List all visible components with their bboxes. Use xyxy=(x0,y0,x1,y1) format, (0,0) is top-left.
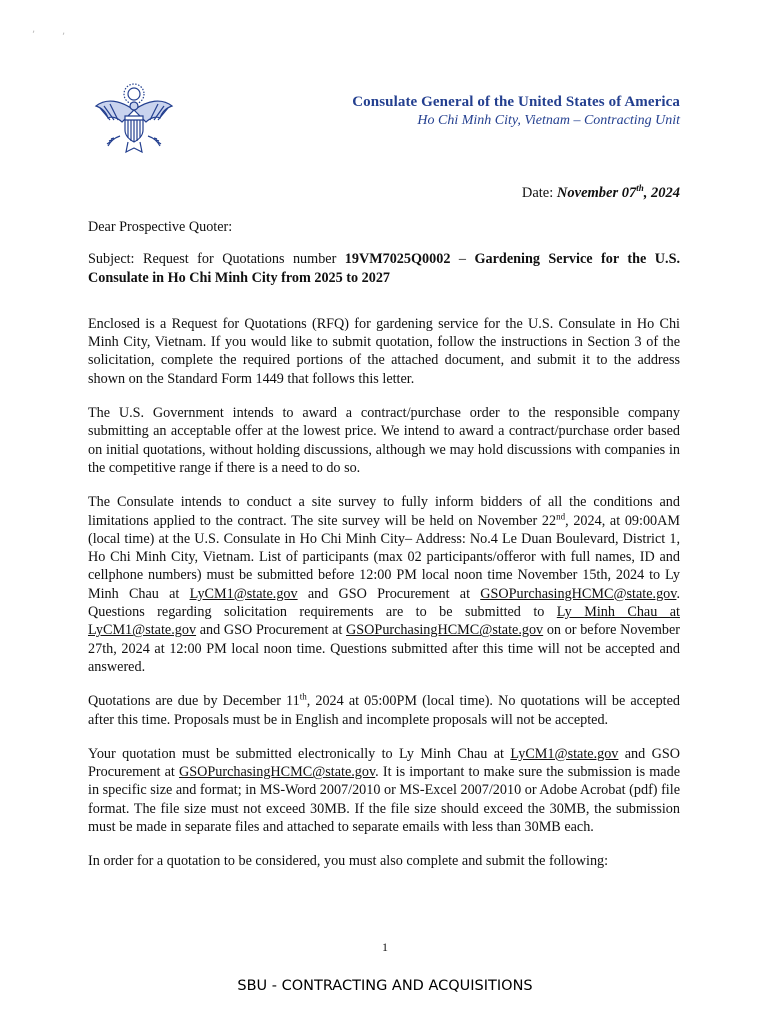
email-link-lycm1-2[interactable]: LyCM1@state.gov xyxy=(510,745,619,762)
subject-lead: Subject: Request for Quotations number xyxy=(88,251,345,268)
organization-unit: Ho Chi Minh City, Vietnam – Contracting Unit xyxy=(417,113,680,128)
subject-title: Gardening Service for the U.S. Consulate in Ho Chi Minh City from 2025 to 2027 xyxy=(88,251,680,286)
letter-date xyxy=(522,185,680,202)
p4-a: Quotations are due by December 11 xyxy=(88,693,300,710)
email-link-gso-2[interactable]: GSOPurchasingHCMC@state.gov xyxy=(346,622,544,639)
paragraph-requirements-intro: In order for a quotation to be considered, you must also complete and submit the following: xyxy=(88,853,609,870)
p4-b: , 2024 at 05:00PM (local time). No quotations will be accepted after this time. Proposals must be in English and incomplete proposals will not be accepted. xyxy=(88,693,680,728)
p3-d: . Questions regarding solicitation requirements are to be submitted to xyxy=(88,585,680,621)
date-value xyxy=(557,185,680,201)
rfq-number: 19VM7025Q0002 xyxy=(344,251,451,268)
paragraph-submission xyxy=(88,745,680,836)
p3-c: and GSO Procurement at xyxy=(297,585,481,602)
scan-speck: , xyxy=(32,24,36,35)
organization-name: Consulate General of the United States of America xyxy=(352,94,680,110)
date-label: Date: xyxy=(521,185,557,201)
scan-speck: , xyxy=(62,26,66,37)
paragraph-award-intent: The U.S. Government intends to award a contract/purchase order to the responsible company submitting an acceptable offer at the lowest price. We intend to award a contract/purchase order based on initial quotations, without holding discussions, although we may hold discussions with companies in the competitive range if there is a need to do so. xyxy=(88,405,680,476)
p5-b: and GSO Procurement at xyxy=(88,745,680,781)
p5-c: . It is important to make sure the submission is made in specific size and format; in MS-Word 2007/2010 or MS-Excel 2007/2010 or Adobe Acrobat (pdf) file format. The file size must not exceed 30MB. If the file size should exceed the 30MB, the submission must be made in separate files and attached to separate emails with less than 30MB each. xyxy=(88,764,680,836)
paragraph-due-date xyxy=(88,692,680,729)
paragraph-site-survey xyxy=(88,493,680,676)
letter-body xyxy=(88,218,680,887)
p3-b: , 2024, at 09:00AM (local time) at the U.S. Consulate in Ho Chi Minh City– Address: No.4 Le Duan Boulevard, District 1, Ho Chi Minh City, Vietnam. List of participants (max 02 participants/offeror with full names, ID and cellphone numbers) must be submitted before 12:00 PM local noon time November 15th, 2024 to Ly Minh Chau at xyxy=(88,512,680,602)
email-link-lycm1[interactable]: LyCM1@state.gov xyxy=(189,585,298,602)
great-seal-eagle-icon xyxy=(90,76,178,164)
letterhead xyxy=(352,94,680,129)
salutation: Dear Prospective Quoter: xyxy=(88,219,233,235)
p3-e: and GSO Procurement at xyxy=(196,622,347,639)
p4-sup: th xyxy=(299,691,307,702)
email-link-gso-3[interactable]: GSOPurchasingHCMC@state.gov xyxy=(178,764,376,781)
date-value-tail: , 2024 xyxy=(643,185,680,201)
email-link-gso[interactable]: GSOPurchasingHCMC@state.gov xyxy=(480,585,677,602)
sbu-footer: SBU - CONTRACTING AND ACQUISITIONS xyxy=(237,978,533,994)
email-link-contact[interactable]: Ly Minh Chau at LyCM1@state.gov xyxy=(88,604,680,639)
date-value-main: November 07 xyxy=(556,185,637,201)
p3-a: The Consulate intends to conduct a site survey to fully inform bidders of all the conditions and limitations applied to the contract. The site survey will be held on November 22 xyxy=(88,494,680,529)
date-value-sup: th xyxy=(636,183,644,194)
p3-f: on or before November 27th, 2024 at 12:00 PM local noon time. Questions submitted after this time will not be accepted and answered. xyxy=(88,622,680,675)
p5-a: Your quotation must be submitted electronically to Ly Minh Chau at xyxy=(88,745,511,762)
subject-dash: – xyxy=(450,251,475,268)
paragraph-enclosed-rfq: Enclosed is a Request for Quotations (RFQ) for gardening service for the U.S. Consulate in Ho Chi Minh City, Vietnam. If you would like to submit quotation, follow the instructions in Section 3 of the solicitation, complete the required portions of the attached document, and submit it to the address shown on the Standard Form 1449 that follows this letter. xyxy=(88,315,680,387)
p3-sup: nd xyxy=(556,510,566,521)
page-number: 1 xyxy=(382,940,388,954)
subject-line xyxy=(88,250,680,287)
